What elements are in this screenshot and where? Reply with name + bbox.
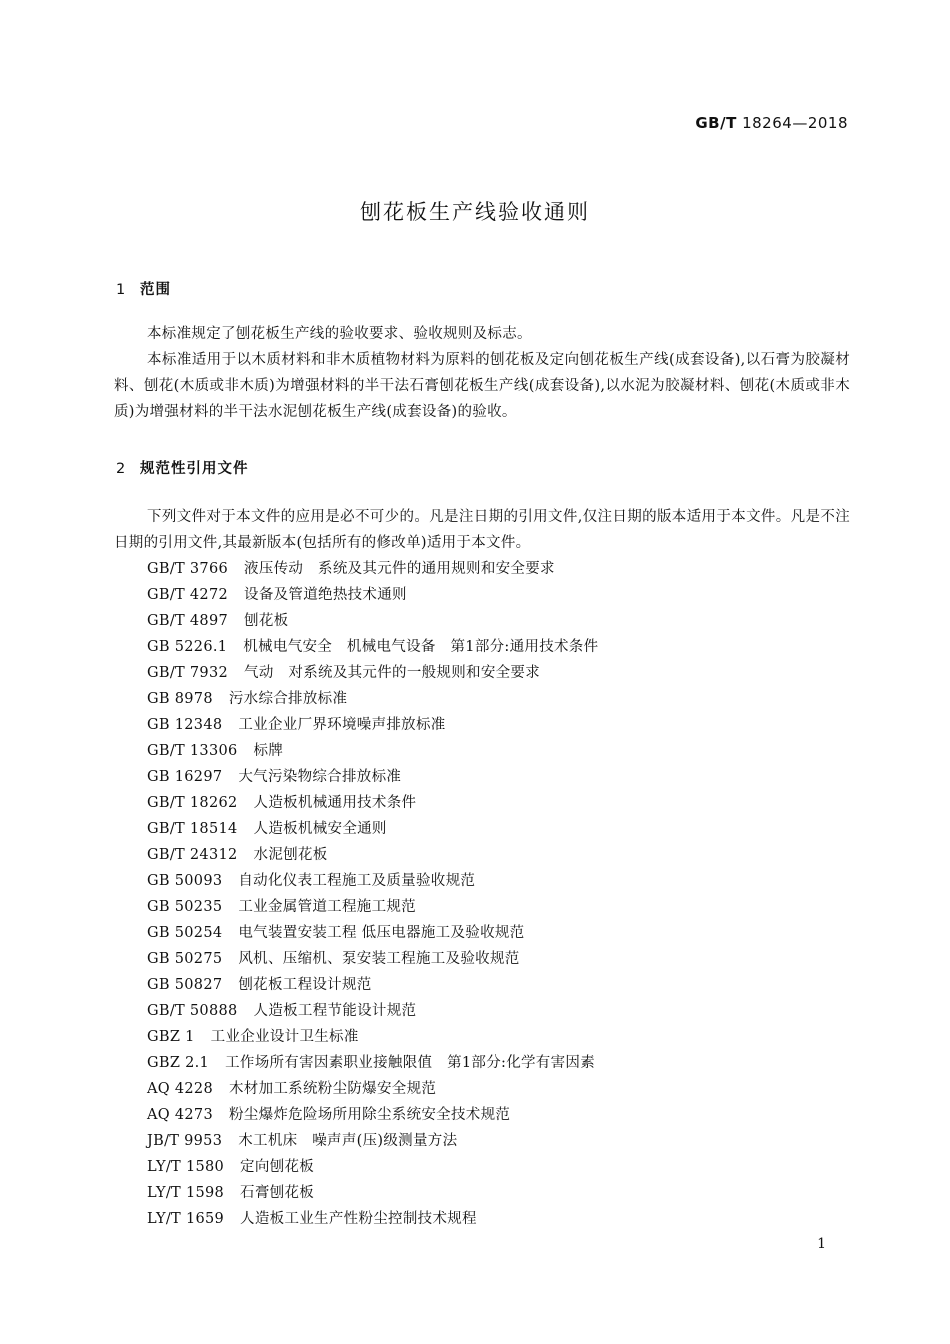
reference-code: GB/T 18262 (147, 795, 238, 811)
reference-item (147, 1128, 598, 1154)
reference-code: GB 50254 (147, 925, 223, 941)
reference-title: 大气污染物综合排放标准 (238, 769, 402, 785)
reference-title: 人造板工业生产性粉尘控制技术规程 (240, 1211, 477, 1227)
reference-code: GBZ 2.1 (147, 1055, 210, 1071)
reference-title: 石膏刨花板 (240, 1185, 315, 1201)
reference-code: GB 50275 (147, 951, 223, 967)
reference-code: LY/T 1659 (147, 1211, 225, 1227)
reference-title: 电气装置安装工程 低压电器施工及验收规范 (238, 925, 525, 941)
reference-item (147, 1024, 598, 1050)
reference-title: 设备及管道绝热技术通则 (244, 587, 407, 603)
reference-code: GB/T 4272 (147, 587, 229, 603)
reference-code: LY/T 1598 (147, 1185, 225, 1201)
reference-code: GB/T 18514 (147, 821, 238, 837)
reference-code: GB/T 3766 (147, 561, 229, 577)
reference-item (147, 634, 598, 660)
reference-item (147, 842, 598, 868)
reference-title: 水泥刨花板 (253, 847, 328, 863)
reference-code: AQ 4228 (147, 1081, 213, 1097)
reference-title: 自动化仪表工程施工及质量验收规范 (238, 873, 476, 889)
reference-item (147, 608, 598, 634)
normative-references-list (147, 556, 598, 1232)
reference-item (147, 998, 598, 1024)
reference-item (147, 894, 598, 920)
reference-code: GB 50827 (147, 977, 223, 993)
scope-paragraph-1: 本标准规定了刨花板生产线的验收要求、验收规则及标志。 (147, 326, 532, 342)
reference-code: GB 5226.1 (147, 639, 228, 655)
reference-item (147, 868, 598, 894)
reference-title: 人造板机械安全通则 (253, 821, 387, 837)
reference-code: GB 50093 (147, 873, 223, 889)
section-title: 规范性引用文件 (140, 461, 249, 477)
section-number: 2 (116, 461, 127, 477)
reference-item (147, 816, 598, 842)
reference-item (147, 738, 598, 764)
section-1-heading (116, 278, 171, 299)
reference-title: 刨花板 (244, 613, 289, 629)
reference-code: GB/T 13306 (147, 743, 238, 759)
reference-title: 工业企业设计卫生标准 (210, 1029, 359, 1045)
reference-item (147, 712, 598, 738)
reference-code: GB 12348 (147, 717, 223, 733)
reference-item (147, 660, 598, 686)
section-number: 1 (116, 282, 127, 298)
reference-item (147, 1206, 598, 1232)
standard-code-number: 18264—2018 (736, 114, 848, 132)
reference-item (147, 1180, 598, 1206)
reference-item (147, 764, 598, 790)
scope-paragraph-2: 本标准适用于以木质材料和非木质植物材料为原料的刨花板及定向刨花板生产线(成套设备),以石膏为胶凝材料、刨花(木质或非木质)为增强材料的半干法石膏刨花板生产线(成套设备),以水泥为胶凝材料、刨花(木质或非木质)为增强材料的半干法水泥刨花板生产线(成套设备)的验收。 (114, 352, 850, 420)
reference-title: 木材加工系统粉尘防爆安全规范 (228, 1081, 437, 1097)
reference-code: GB/T 24312 (147, 847, 238, 863)
reference-item (147, 686, 598, 712)
reference-title: 污水综合排放标准 (228, 691, 348, 707)
reference-code: GB/T 7932 (147, 665, 229, 681)
section-2-heading (116, 457, 249, 478)
standard-code (695, 114, 848, 132)
reference-code: GB 16297 (147, 769, 223, 785)
reference-title: 定向刨花板 (240, 1159, 315, 1175)
reference-code: GBZ 1 (147, 1029, 195, 1045)
reference-title: 标牌 (253, 743, 284, 759)
reference-title: 风机、压缩机、泵安装工程施工及验收规范 (238, 951, 520, 967)
reference-title: 工业金属管道工程施工规范 (238, 899, 416, 915)
reference-item (147, 946, 598, 972)
reference-code: GB/T 4897 (147, 613, 229, 629)
reference-item (147, 1076, 598, 1102)
standard-code-prefix: GB/T (695, 114, 737, 132)
reference-title: 人造板工程节能设计规范 (253, 1003, 417, 1019)
reference-code: JB/T 9953 (147, 1133, 223, 1149)
reference-title: 刨花板工程设计规范 (238, 977, 372, 993)
section-title: 范围 (140, 282, 171, 298)
reference-title: 气动 对系统及其元件的一般规则和安全要求 (244, 665, 541, 681)
reference-item (147, 1050, 598, 1076)
reference-item (147, 972, 598, 998)
reference-item (147, 582, 598, 608)
page-number: 1 (817, 1236, 826, 1252)
reference-code: LY/T 1580 (147, 1159, 225, 1175)
reference-item (147, 1102, 598, 1128)
reference-code: GB 50235 (147, 899, 223, 915)
reference-item (147, 556, 598, 582)
reference-title: 液压传动 系统及其元件的通用规则和安全要求 (244, 561, 555, 577)
reference-title: 人造板机械通用技术条件 (253, 795, 417, 811)
reference-title: 工业企业厂界环境噪声排放标准 (238, 717, 446, 733)
reference-item (147, 920, 598, 946)
reference-title: 木工机床 噪声声(压)级测量方法 (238, 1133, 458, 1149)
reference-item (147, 790, 598, 816)
references-intro-paragraph: 下列文件对于本文件的应用是必不可少的。凡是注日期的引用文件,仅注日期的版本适用于本文件。凡是不注日期的引用文件,其最新版本(包括所有的修改单)适用于本文件。 (114, 509, 850, 551)
reference-item (147, 1154, 598, 1180)
reference-code: GB/T 50888 (147, 1003, 238, 1019)
reference-title: 粉尘爆炸危险场所用除尘系统安全技术规范 (228, 1107, 511, 1123)
reference-title: 机械电气安全 机械电气设备 第1部分:通用技术条件 (243, 639, 599, 655)
reference-title: 工作场所有害因素职业接触限值 第1部分:化学有害因素 (225, 1055, 596, 1071)
reference-code: GB 8978 (147, 691, 213, 707)
reference-code: AQ 4273 (147, 1107, 213, 1123)
document-title: 刨花板生产线验收通则 (360, 200, 590, 224)
